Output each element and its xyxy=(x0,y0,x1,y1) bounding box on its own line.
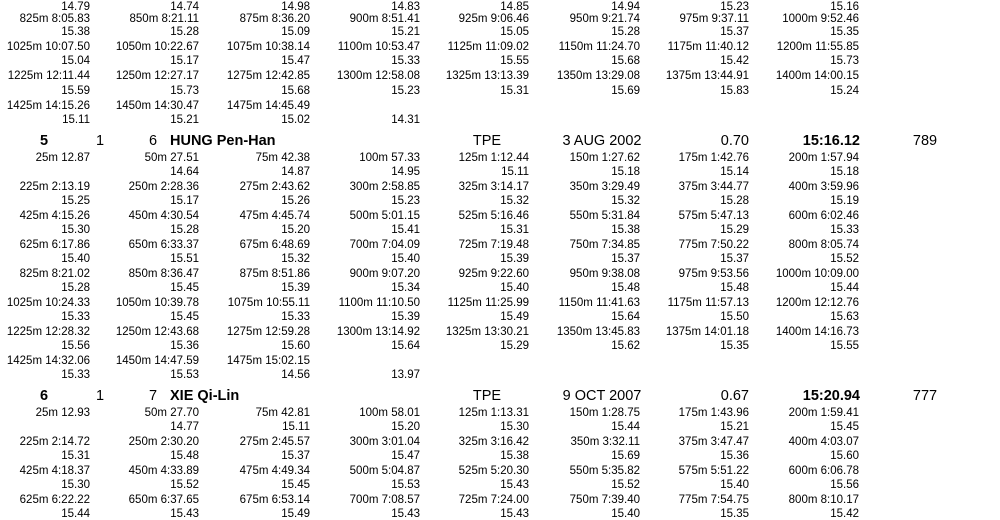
split-time: 15.43 xyxy=(500,508,529,520)
split-lap-time: 950m 9:38.08 xyxy=(569,268,640,280)
athlete-lane: 7 xyxy=(148,388,158,404)
split-lap-time: 475m 4:45.74 xyxy=(239,210,310,222)
split-lap-time: 525m 5:16.46 xyxy=(458,210,529,222)
split-time: 14.98 xyxy=(281,1,310,13)
final-time: 15:20.94 xyxy=(802,388,860,404)
split-lap-time: 800m 8:10.17 xyxy=(788,494,859,506)
split-time: 15.23 xyxy=(720,1,749,13)
split-time: 15.35 xyxy=(720,508,749,520)
split-lap-time: 1150m 11:41.63 xyxy=(558,297,640,309)
split-lap-time: 875m 8:36.20 xyxy=(239,13,310,25)
split-time: 15.68 xyxy=(611,55,640,67)
split-lap-time: 100m 58.01 xyxy=(359,407,420,419)
split-lap-time: 75m 42.81 xyxy=(255,407,310,419)
split-lap-time: 825m 8:21.02 xyxy=(19,268,90,280)
split-time: 15.55 xyxy=(830,340,859,352)
split-time: 15.45 xyxy=(170,311,199,323)
split-time: 15.45 xyxy=(170,282,199,294)
split-time: 15.51 xyxy=(170,253,199,265)
split-time: 15.11 xyxy=(282,421,310,433)
split-time: 14.31 xyxy=(391,114,420,126)
split-time: 15.28 xyxy=(611,26,640,38)
split-time: 15.14 xyxy=(720,166,749,178)
split-time: 15.33 xyxy=(61,369,90,381)
split-time: 15.42 xyxy=(830,508,859,520)
athlete-lane: 6 xyxy=(148,133,158,149)
split-time: 15.40 xyxy=(611,508,640,520)
split-time: 15.34 xyxy=(391,282,420,294)
split-time: 15.39 xyxy=(281,282,310,294)
split-time: 15.56 xyxy=(61,340,90,352)
split-lap-time: 1400m 14:00.15 xyxy=(775,70,859,82)
split-lap-time: 1425m 14:32.06 xyxy=(6,355,90,367)
split-time: 14.77 xyxy=(170,421,199,433)
split-lap-time: 550m 5:35.82 xyxy=(569,465,640,477)
split-time: 15.53 xyxy=(391,479,420,491)
split-lap-time: 275m 2:43.62 xyxy=(239,181,310,193)
split-lap-time: 1050m 10:39.78 xyxy=(115,297,199,309)
split-lap-time: 350m 3:32.11 xyxy=(570,436,640,448)
split-time: 15.45 xyxy=(281,479,310,491)
split-lap-time: 925m 9:22.60 xyxy=(458,268,529,280)
split-time: 15.39 xyxy=(500,253,529,265)
split-lap-time: 425m 4:18.37 xyxy=(19,465,90,477)
reaction-time: 0.70 xyxy=(720,133,749,149)
split-time: 14.94 xyxy=(611,1,640,13)
split-time: 15.33 xyxy=(61,311,90,323)
split-time: 15.32 xyxy=(281,253,310,265)
split-time: 15.21 xyxy=(391,26,420,38)
split-time: 15.40 xyxy=(500,282,529,294)
split-time: 15.28 xyxy=(720,195,749,207)
split-time: 15.44 xyxy=(61,508,90,520)
split-time: 15.21 xyxy=(720,421,749,433)
split-lap-time: 1300m 13:14.92 xyxy=(336,326,420,338)
athlete-name: XIE Qi-Lin xyxy=(170,388,240,404)
split-time: 15.04 xyxy=(61,55,90,67)
split-time: 15.50 xyxy=(720,311,749,323)
split-lap-time: 900m 8:51.41 xyxy=(349,13,420,25)
split-time: 15.11 xyxy=(62,114,90,126)
split-lap-time: 1025m 10:07.50 xyxy=(6,41,90,53)
split-lap-time: 975m 9:53.56 xyxy=(678,268,749,280)
split-lap-time: 1050m 10:22.67 xyxy=(115,41,199,53)
split-time: 15.68 xyxy=(281,85,310,97)
split-lap-time: 775m 7:50.22 xyxy=(678,239,749,251)
split-lap-time: 1100m 10:53.47 xyxy=(337,41,420,53)
split-time: 15.28 xyxy=(170,26,199,38)
split-lap-time: 800m 8:05.74 xyxy=(788,239,859,251)
split-time: 15.38 xyxy=(61,26,90,38)
split-time: 15.73 xyxy=(170,85,199,97)
split-lap-time: 400m 3:59.96 xyxy=(788,181,859,193)
split-lap-time: 400m 4:03.07 xyxy=(788,436,859,448)
split-lap-time: 750m 7:34.85 xyxy=(569,239,640,251)
split-time: 15.35 xyxy=(720,340,749,352)
split-lap-time: 450m 4:30.54 xyxy=(128,210,199,222)
split-time: 14.83 xyxy=(391,1,420,13)
split-lap-time: 1350m 13:29.08 xyxy=(556,70,640,82)
split-lap-time: 1450m 14:47.59 xyxy=(115,355,199,367)
split-lap-time: 125m 1:12.44 xyxy=(458,152,529,164)
split-lap-time: 375m 3:47.47 xyxy=(678,436,749,448)
split-lap-time: 500m 5:04.87 xyxy=(349,465,420,477)
split-lap-time: 1000m 10:09.00 xyxy=(775,268,859,280)
split-lap-time: 350m 3:29.49 xyxy=(569,181,640,193)
split-time: 15.20 xyxy=(391,421,420,433)
split-time: 15.31 xyxy=(500,224,529,236)
split-time: 15.56 xyxy=(830,479,859,491)
split-time: 15.60 xyxy=(830,450,859,462)
split-time: 15.48 xyxy=(720,282,749,294)
split-time: 15.11 xyxy=(501,166,529,178)
split-lap-time: 1350m 13:45.83 xyxy=(556,326,640,338)
split-lap-time: 375m 3:44.77 xyxy=(678,181,749,193)
split-time: 15.05 xyxy=(500,26,529,38)
split-lap-time: 150m 1:28.75 xyxy=(569,407,640,419)
reaction-time: 0.67 xyxy=(720,388,749,404)
athlete-birth-date: 9 OCT 2007 xyxy=(562,388,642,404)
split-time: 14.56 xyxy=(281,369,310,381)
split-time: 15.23 xyxy=(391,85,420,97)
split-lap-time: 50m 27.70 xyxy=(144,407,199,419)
split-lap-time: 1375m 13:44.91 xyxy=(665,70,749,82)
split-lap-time: 650m 6:33.37 xyxy=(128,239,199,251)
split-time: 15.37 xyxy=(720,26,749,38)
split-lap-time: 425m 4:15.26 xyxy=(19,210,90,222)
split-lap-time: 1375m 14:01.18 xyxy=(665,326,749,338)
split-time: 15.38 xyxy=(611,224,640,236)
split-lap-time: 1300m 12:58.08 xyxy=(336,70,420,82)
split-lap-time: 1200m 11:55.85 xyxy=(776,41,859,53)
split-time: 15.17 xyxy=(170,195,199,207)
split-time: 14.64 xyxy=(170,166,199,178)
split-lap-time: 1475m 15:02.15 xyxy=(226,355,310,367)
split-time: 15.52 xyxy=(611,479,640,491)
split-time: 15.33 xyxy=(281,311,310,323)
split-time: 15.17 xyxy=(170,55,199,67)
split-time: 15.43 xyxy=(170,508,199,520)
split-time: 15.29 xyxy=(720,224,749,236)
split-time: 15.52 xyxy=(830,253,859,265)
split-lap-time: 1250m 12:27.17 xyxy=(115,70,199,82)
split-lap-time: 1175m 11:40.12 xyxy=(667,41,749,53)
split-lap-time: 600m 6:06.78 xyxy=(788,465,859,477)
split-lap-time: 1400m 14:16.73 xyxy=(775,326,859,338)
split-time: 14.87 xyxy=(281,166,310,178)
split-lap-time: 925m 9:06.46 xyxy=(458,13,529,25)
split-lap-time: 900m 9:07.20 xyxy=(349,268,420,280)
split-time: 15.16 xyxy=(830,1,859,13)
split-lap-time: 825m 8:05.83 xyxy=(19,13,90,25)
split-lap-time: 1175m 11:57.13 xyxy=(667,297,749,309)
split-time: 15.83 xyxy=(720,85,749,97)
split-lap-time: 725m 7:19.48 xyxy=(458,239,529,251)
split-time: 15.37 xyxy=(720,253,749,265)
split-lap-time: 275m 2:45.57 xyxy=(239,436,310,448)
split-time: 15.52 xyxy=(170,479,199,491)
split-lap-time: 650m 6:37.65 xyxy=(128,494,199,506)
split-time: 15.32 xyxy=(611,195,640,207)
fina-points: 789 xyxy=(912,133,938,149)
split-time: 15.40 xyxy=(720,479,749,491)
split-lap-time: 1325m 13:13.39 xyxy=(445,70,529,82)
split-time: 15.45 xyxy=(830,421,859,433)
split-time: 14.74 xyxy=(170,1,199,13)
split-lap-time: 625m 6:22.22 xyxy=(19,494,90,506)
split-lap-time: 325m 3:14.17 xyxy=(458,181,529,193)
split-lap-time: 525m 5:20.30 xyxy=(458,465,529,477)
split-time: 15.47 xyxy=(391,450,420,462)
split-time: 15.21 xyxy=(170,114,199,126)
split-lap-time: 100m 57.33 xyxy=(359,152,420,164)
split-time: 15.55 xyxy=(500,55,529,67)
split-time: 15.44 xyxy=(830,282,859,294)
split-time: 15.48 xyxy=(611,282,640,294)
split-time: 15.31 xyxy=(61,450,90,462)
split-lap-time: 875m 8:51.86 xyxy=(239,268,310,280)
split-time: 15.32 xyxy=(500,195,529,207)
split-time: 15.73 xyxy=(830,55,859,67)
split-lap-time: 175m 1:42.76 xyxy=(678,152,749,164)
split-time: 14.95 xyxy=(391,166,420,178)
split-lap-time: 50m 27.51 xyxy=(144,152,199,164)
split-lap-time: 1125m 11:09.02 xyxy=(447,41,529,53)
split-time: 15.30 xyxy=(61,224,90,236)
split-time: 15.25 xyxy=(61,195,90,207)
split-lap-time: 750m 7:39.40 xyxy=(569,494,640,506)
split-time: 15.38 xyxy=(500,450,529,462)
split-lap-time: 25m 12.93 xyxy=(35,407,90,419)
athlete-rank: 5 xyxy=(39,133,49,149)
split-lap-time: 725m 7:24.00 xyxy=(458,494,529,506)
split-lap-time: 1075m 10:38.14 xyxy=(226,41,310,53)
split-time: 14.79 xyxy=(61,1,90,13)
split-time: 15.41 xyxy=(391,224,420,236)
athlete-nation: TPE xyxy=(472,388,502,404)
split-time: 15.69 xyxy=(611,85,640,97)
split-lap-time: 700m 7:08.57 xyxy=(349,494,420,506)
split-time: 15.40 xyxy=(391,253,420,265)
split-lap-time: 250m 2:28.36 xyxy=(128,181,199,193)
split-time: 15.18 xyxy=(611,166,640,178)
split-lap-time: 1450m 14:30.47 xyxy=(115,100,199,112)
split-lap-time: 975m 9:37.11 xyxy=(679,13,749,25)
split-time: 15.37 xyxy=(611,253,640,265)
split-time: 15.59 xyxy=(61,85,90,97)
split-lap-time: 250m 2:30.20 xyxy=(128,436,199,448)
split-time: 15.30 xyxy=(61,479,90,491)
athlete-name: HUNG Pen-Han xyxy=(170,133,276,149)
split-lap-time: 500m 5:01.15 xyxy=(349,210,420,222)
athlete-heat: 1 xyxy=(95,133,105,149)
athlete-rank: 6 xyxy=(39,388,49,404)
split-lap-time: 1200m 12:12.76 xyxy=(775,297,859,309)
split-lap-time: 75m 42.38 xyxy=(255,152,310,164)
split-time: 15.43 xyxy=(391,508,420,520)
athlete-nation: TPE xyxy=(472,133,502,149)
split-lap-time: 300m 3:01.04 xyxy=(349,436,420,448)
split-time: 15.26 xyxy=(281,195,310,207)
split-lap-time: 1250m 12:43.68 xyxy=(115,326,199,338)
split-time: 15.69 xyxy=(611,450,640,462)
split-time: 15.35 xyxy=(830,26,859,38)
split-lap-time: 775m 7:54.75 xyxy=(678,494,749,506)
split-time: 15.63 xyxy=(830,311,859,323)
split-time: 15.62 xyxy=(611,340,640,352)
split-time: 15.23 xyxy=(391,195,420,207)
split-time: 15.19 xyxy=(830,195,859,207)
split-time: 15.33 xyxy=(391,55,420,67)
split-time: 15.24 xyxy=(830,85,859,97)
split-time: 15.20 xyxy=(281,224,310,236)
split-lap-time: 225m 2:13.19 xyxy=(19,181,90,193)
split-lap-time: 150m 1:27.62 xyxy=(569,152,640,164)
split-lap-time: 950m 9:21.74 xyxy=(569,13,640,25)
split-lap-time: 1025m 10:24.33 xyxy=(6,297,90,309)
split-time: 15.09 xyxy=(281,26,310,38)
split-time: 14.85 xyxy=(500,1,529,13)
split-lap-time: 325m 3:16.42 xyxy=(458,436,529,448)
split-time: 13.97 xyxy=(391,369,420,381)
split-lap-time: 1150m 11:24.70 xyxy=(558,41,640,53)
split-lap-time: 1225m 12:28.32 xyxy=(6,326,90,338)
split-lap-time: 1125m 11:25.99 xyxy=(447,297,529,309)
split-lap-time: 475m 4:49.34 xyxy=(239,465,310,477)
split-time: 15.36 xyxy=(720,450,749,462)
fina-points: 777 xyxy=(912,388,938,404)
final-time: 15:16.12 xyxy=(802,133,860,149)
split-time: 15.64 xyxy=(391,340,420,352)
split-lap-time: 1075m 10:55.11 xyxy=(227,297,310,309)
split-time: 15.31 xyxy=(500,85,529,97)
split-lap-time: 1475m 14:45.49 xyxy=(226,100,310,112)
split-time: 15.28 xyxy=(61,282,90,294)
split-time: 15.47 xyxy=(281,55,310,67)
split-lap-time: 450m 4:33.89 xyxy=(128,465,199,477)
split-time: 15.64 xyxy=(611,311,640,323)
split-lap-time: 675m 6:53.14 xyxy=(239,494,310,506)
split-time: 15.44 xyxy=(611,421,640,433)
split-time: 15.30 xyxy=(500,421,529,433)
split-time: 15.33 xyxy=(830,224,859,236)
split-time: 15.36 xyxy=(170,340,199,352)
split-time: 15.43 xyxy=(500,479,529,491)
split-lap-time: 125m 1:13.31 xyxy=(458,407,529,419)
split-time: 15.60 xyxy=(281,340,310,352)
split-lap-time: 300m 2:58.85 xyxy=(349,181,420,193)
split-lap-time: 850m 8:21.11 xyxy=(129,13,199,25)
split-lap-time: 700m 7:04.09 xyxy=(349,239,420,251)
split-time: 15.37 xyxy=(281,450,310,462)
split-time: 15.40 xyxy=(61,253,90,265)
split-lap-time: 1275m 12:59.28 xyxy=(226,326,310,338)
split-lap-time: 200m 1:59.41 xyxy=(788,407,859,419)
split-lap-time: 1275m 12:42.85 xyxy=(226,70,310,82)
split-lap-time: 175m 1:43.96 xyxy=(678,407,749,419)
split-lap-time: 25m 12.87 xyxy=(35,152,90,164)
split-lap-time: 1225m 12:11.44 xyxy=(7,70,90,82)
split-lap-time: 1100m 11:10.50 xyxy=(338,297,420,309)
split-lap-time: 550m 5:31.84 xyxy=(569,210,640,222)
split-lap-time: 1000m 9:52.46 xyxy=(782,13,859,25)
split-lap-time: 225m 2:14.72 xyxy=(19,436,90,448)
split-lap-time: 575m 5:47.13 xyxy=(678,210,749,222)
split-lap-time: 850m 8:36.47 xyxy=(128,268,199,280)
athlete-heat: 1 xyxy=(95,388,105,404)
split-lap-time: 575m 5:51.22 xyxy=(678,465,749,477)
split-lap-time: 1425m 14:15.26 xyxy=(6,100,90,112)
split-lap-time: 200m 1:57.94 xyxy=(788,152,859,164)
split-time: 15.18 xyxy=(830,166,859,178)
split-time: 15.42 xyxy=(720,55,749,67)
split-time: 15.28 xyxy=(170,224,199,236)
split-time: 15.49 xyxy=(500,311,529,323)
athlete-birth-date: 3 AUG 2002 xyxy=(562,133,642,149)
split-time: 15.49 xyxy=(281,508,310,520)
split-lap-time: 600m 6:02.46 xyxy=(788,210,859,222)
split-time: 15.29 xyxy=(500,340,529,352)
split-time: 15.02 xyxy=(281,114,310,126)
split-time: 15.53 xyxy=(170,369,199,381)
split-lap-time: 625m 6:17.86 xyxy=(19,239,90,251)
split-lap-time: 675m 6:48.69 xyxy=(239,239,310,251)
split-lap-time: 1325m 13:30.21 xyxy=(445,326,529,338)
split-time: 15.48 xyxy=(170,450,199,462)
split-time: 15.39 xyxy=(391,311,420,323)
